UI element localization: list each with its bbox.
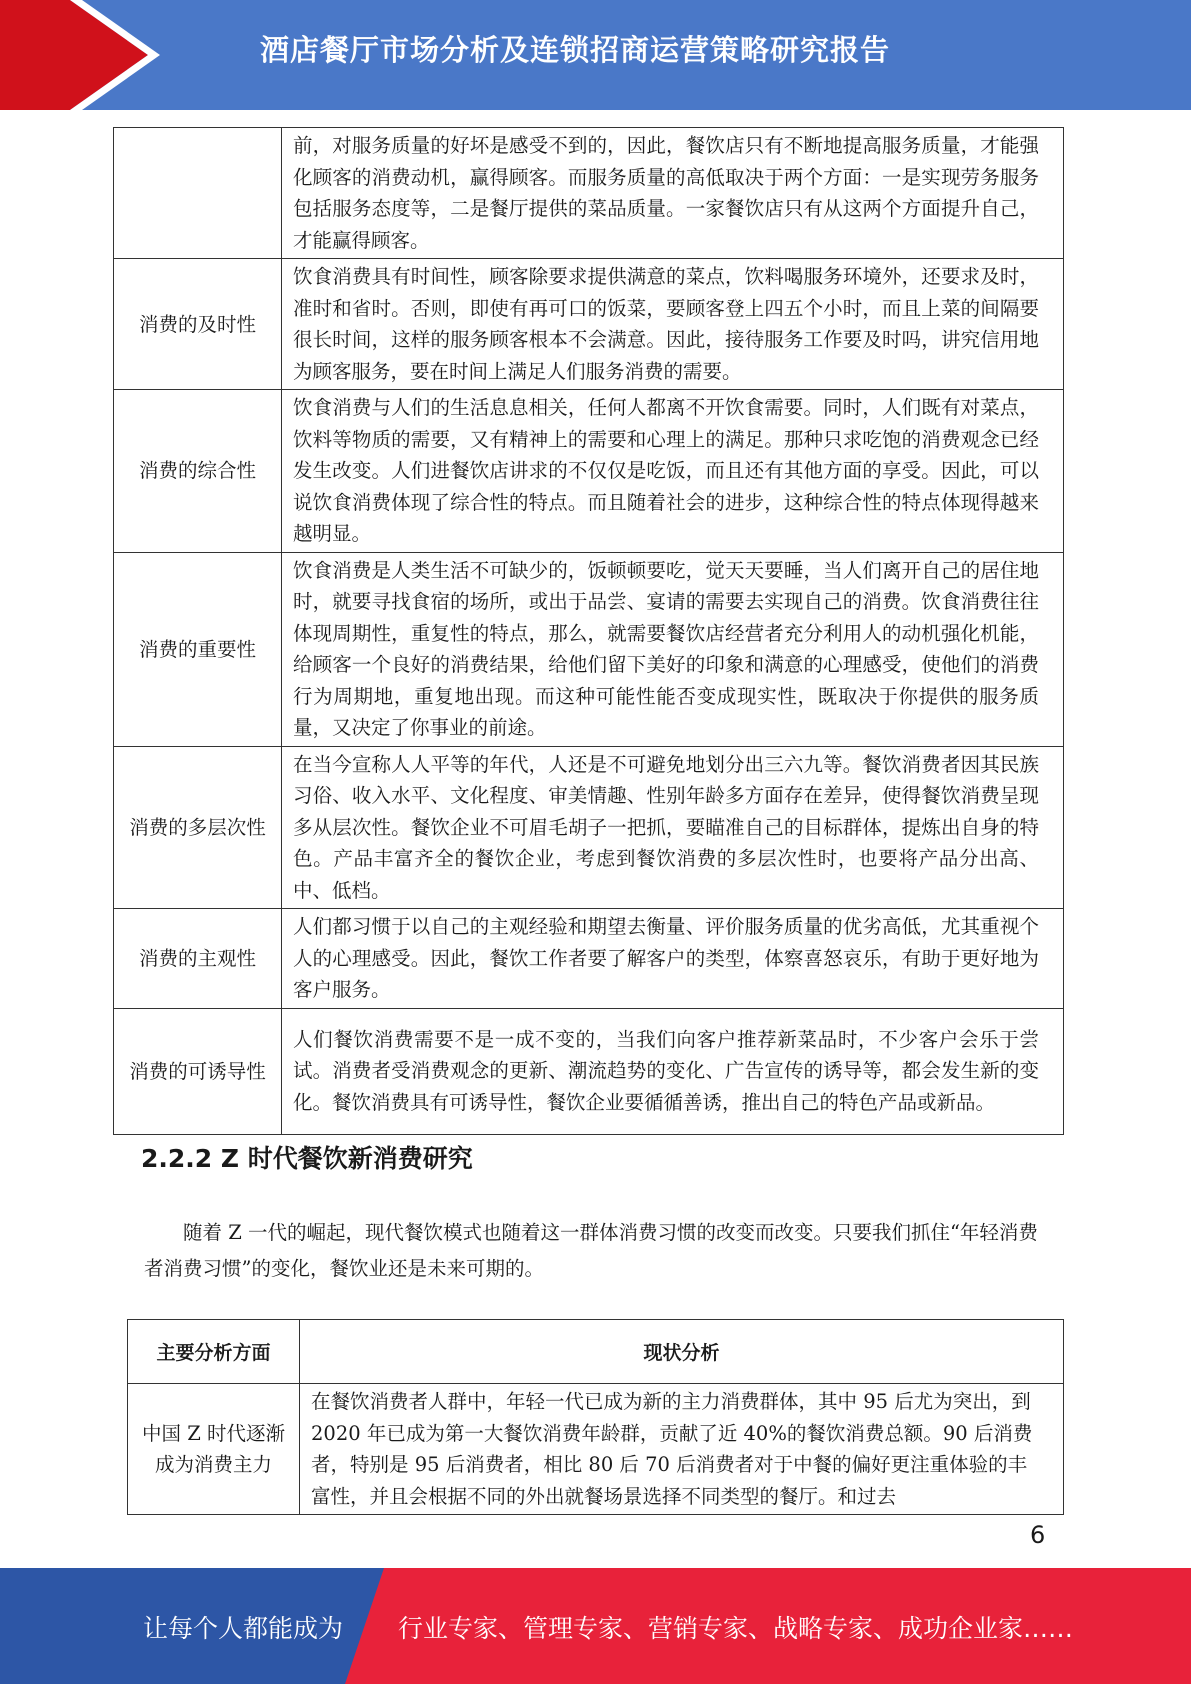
section-heading: 2.2.2 Z 时代餐饮新消费研究 xyxy=(141,1144,473,1173)
table-header-row xyxy=(128,1320,1064,1384)
row-content: 前，对服务质量的好坏是感受不到的，因此，餐饮店只有不断地提高服务质量，才能强化顾客的消费动机，赢得顾客。而服务质量的高低取决于两个方面：一是实现劳务服务包括服务态度等，二是餐厅提供的菜品质量。一家餐饮店只有从这两个方面提升自己，才能赢得顾客。 xyxy=(282,128,1064,259)
row-label: 消费的重要性 xyxy=(114,552,282,746)
row-content: 人们餐饮消费需要不是一成不变的，当我们向客户推荐新菜品时，不少客户会乐于尝试。消费者受消费观念的更新、潮流趋势的变化、广告宣传的诱导等，都会发生新的变化。餐饮消费具有可诱导性，餐饮企业要循循善诱，推出自己的特色产品或新品。 xyxy=(282,1008,1064,1134)
gen-z-analysis-table xyxy=(127,1319,1064,1515)
table-row xyxy=(114,552,1064,746)
row-label: 消费的综合性 xyxy=(114,390,282,553)
row-label: 消费的主观性 xyxy=(114,909,282,1009)
table-row xyxy=(114,390,1064,553)
report-title: 酒店餐厅市场分析及连锁招商运营策略研究报告 xyxy=(260,33,891,67)
page-footer xyxy=(0,1568,1191,1684)
column-header: 现状分析 xyxy=(300,1320,1064,1384)
row-content: 饮食消费与人们的生活息息相关，任何人都离不开饮食需要。同时，人们既有对菜点，饮料等物质的需要，又有精神上的需要和心理上的满足。那种只求吃饱的消费观念已经发生改变。人们进餐饮店讲求的不仅仅是吃饭，而且还有其他方面的享受。因此，可以说饮食消费体现了综合性的特点。而且随着社会的进步，这种综合性的特点体现得越来越明显。 xyxy=(282,390,1064,553)
table-row xyxy=(114,909,1064,1009)
row-content: 人们都习惯于以自己的主观经验和期望去衡量、评价服务质量的优劣高低，尤其重视个人的心理感受。因此，餐饮工作者要了解客户的类型，体察喜怒哀乐，有助于更好地为客户服务。 xyxy=(282,909,1064,1009)
row-label: 消费的及时性 xyxy=(114,259,282,390)
page-number: 6 xyxy=(1030,1521,1046,1549)
row-content: 在当今宣称人人平等的年代，人还是不可避免地划分出三六九等。餐饮消费者因其民族习俗、收入水平、文化程度、审美情趣、性别年龄多方面存在差异，使得餐饮消费呈现多从层次性。餐饮企业不可眉毛胡子一把抓，要瞄准自己的目标群体，提炼出自身的特色。产品丰富齐全的餐饮企业，考虑到餐饮消费的多层次性时，也要将产品分出高、中、低档。 xyxy=(282,746,1064,909)
consumption-traits-table xyxy=(113,127,1064,1135)
footer-slogan-left: 让每个人都能成为 xyxy=(143,1614,344,1643)
column-header: 主要分析方面 xyxy=(128,1320,300,1384)
table-row xyxy=(114,128,1064,259)
footer-slogan-right: 行业专家、管理专家、营销专家、战略专家、成功企业家…… xyxy=(398,1614,1074,1643)
row-content: 饮食消费是人类生活不可缺少的，饭顿顿要吃，觉天天要睡，当人们离开自己的居住地时，就要寻找食宿的场所，或出于品尝、宴请的需要去实现自己的消费。饮食消费往往体现周期性，重复性的特点，那么，就需要餐饮店经营者充分利用人的动机强化机能，给顾客一个良好的消费结果，给他们留下美好的印象和满意的心理感受，使他们的消费行为周期地，重复地出现。而这种可能性能否变成现实性，既取决于你提供的服务质量，又决定了你事业的前途。 xyxy=(282,552,1064,746)
table-row xyxy=(128,1384,1064,1515)
table-row xyxy=(114,259,1064,390)
page-header xyxy=(0,0,1191,110)
row-label xyxy=(114,128,282,259)
row-content: 饮食消费具有时间性，顾客除要求提供满意的菜点，饮料喝服务环境外，还要求及时，准时和省时。否则，即使有再可口的饭菜，要顾客登上四五个小时，而且上菜的间隔要很长时间，这样的服务顾客根本不会满意。因此，接待服务工作要及时吗，讲究信用地为顾客服务，要在时间上满足人们服务消费的需要。 xyxy=(282,259,1064,390)
row-label: 消费的多层次性 xyxy=(114,746,282,909)
table-row xyxy=(114,1008,1064,1134)
row-label: 消费的可诱导性 xyxy=(114,1008,282,1134)
section-paragraph: 随着 Z 一代的崛起，现代餐饮模式也随着这一群体消费习惯的改变而改变。只要我们抓住“年轻消费者消费习惯”的变化，餐饮业还是未来可期的。 xyxy=(144,1221,1038,1280)
row-content: 在餐饮消费者人群中，年轻一代已成为新的主力消费群体，其中 95 后尤为突出，到 2020 年已成为第一大餐饮消费年龄群，贡献了近 40%的餐饮消费总额。90 后消费者，特别是 95 后消费者，相比 80 后 70 后消费者对于中餐的偏好更注重体验的丰富性，并且会根据不同的外出就餐场景选择不同类型的餐厅。和过去 xyxy=(300,1384,1064,1515)
row-label: 中国 Z 时代逐渐成为消费主力 xyxy=(128,1384,300,1515)
table-row xyxy=(114,746,1064,909)
